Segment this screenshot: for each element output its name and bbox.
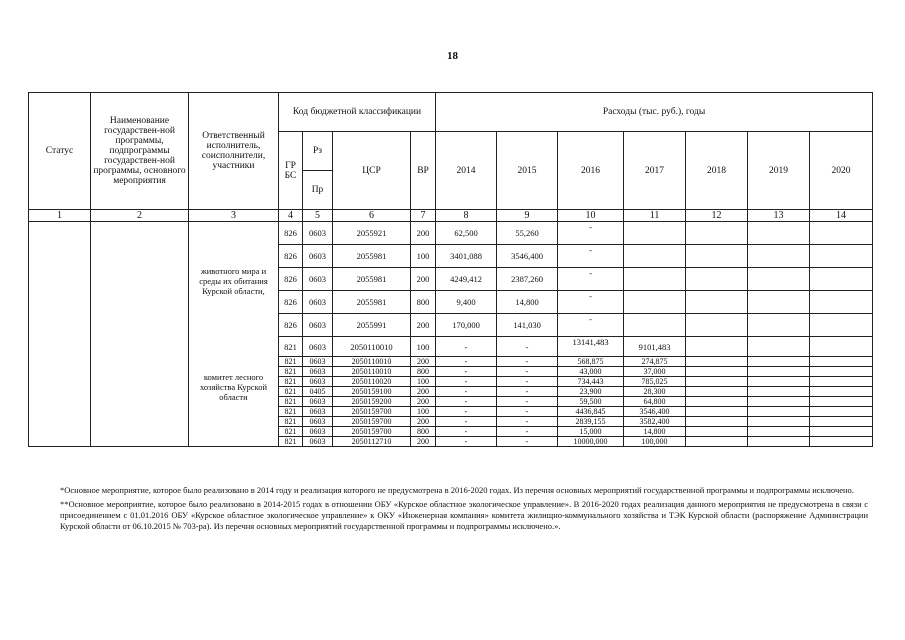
cell-vr: 200 (411, 437, 436, 447)
cell-2014: 170,000 (436, 314, 497, 337)
cell-vr: 200 (411, 417, 436, 427)
header-year-2019: 2019 (748, 132, 810, 210)
cell-rzpr: 0603 (303, 377, 333, 387)
table-row (29, 222, 873, 245)
program-name-cell (91, 222, 189, 447)
cell-2015: - (497, 407, 558, 417)
footnotes (60, 485, 868, 535)
header-budget-code: Код бюджетной классификации (279, 93, 436, 132)
cell-2016: 59,500 (558, 397, 624, 407)
cell-2018 (686, 417, 748, 427)
responsible-cell (189, 222, 279, 447)
header-year-2020: 2020 (810, 132, 873, 210)
cell-2016: - (558, 291, 624, 314)
header-year-2016: 2016 (558, 132, 624, 210)
cell-grbs: 826 (279, 268, 303, 291)
header-csr: ЦСР (333, 132, 411, 210)
cell-2020 (810, 222, 873, 245)
cell-2017: 14,800 (624, 427, 686, 437)
cell-2014: 4249,412 (436, 268, 497, 291)
cell-grbs: 821 (279, 357, 303, 367)
cell-vr: 200 (411, 222, 436, 245)
cell-grbs: 821 (279, 337, 303, 357)
header-status: Статус (29, 93, 91, 210)
column-number: 5 (303, 210, 333, 222)
cell-2016: - (558, 314, 624, 337)
cell-grbs: 821 (279, 437, 303, 447)
cell-2016: 13141,483 (558, 337, 624, 357)
cell-vr: 200 (411, 268, 436, 291)
column-number: 8 (436, 210, 497, 222)
column-number: 1 (29, 210, 91, 222)
cell-grbs: 821 (279, 427, 303, 437)
cell-2020 (810, 268, 873, 291)
column-number: 10 (558, 210, 624, 222)
cell-vr: 800 (411, 427, 436, 437)
cell-2017: 785,025 (624, 377, 686, 387)
column-number: 13 (748, 210, 810, 222)
cell-grbs: 826 (279, 222, 303, 245)
header-vr: ВР (411, 132, 436, 210)
cell-2016: 43,000 (558, 367, 624, 377)
cell-rzpr: 0603 (303, 357, 333, 367)
cell-2017 (624, 268, 686, 291)
cell-csr: 2050112710 (333, 437, 411, 447)
column-number: 9 (497, 210, 558, 222)
cell-rzpr: 0603 (303, 268, 333, 291)
cell-csr: 2050159200 (333, 397, 411, 407)
cell-2015: 55,260 (497, 222, 558, 245)
cell-2015: 141,030 (497, 314, 558, 337)
status-cell (29, 222, 91, 447)
column-number: 3 (189, 210, 279, 222)
cell-2015: 3546,400 (497, 245, 558, 268)
header-pr: Пр (303, 171, 333, 210)
cell-2019 (748, 222, 810, 245)
cell-2019 (748, 377, 810, 387)
cell-2019 (748, 245, 810, 268)
cell-rzpr: 0603 (303, 397, 333, 407)
cell-2015: - (497, 397, 558, 407)
cell-rzpr: 0603 (303, 337, 333, 357)
cell-2016: - (558, 222, 624, 245)
cell-rzpr: 0603 (303, 367, 333, 377)
cell-2019 (748, 357, 810, 367)
cell-2018 (686, 367, 748, 377)
cell-2014: - (436, 397, 497, 407)
cell-rzpr: 0603 (303, 245, 333, 268)
cell-grbs: 821 (279, 397, 303, 407)
cell-2016: 10000,000 (558, 437, 624, 447)
cell-csr: 2050159100 (333, 387, 411, 397)
cell-2016: 734,443 (558, 377, 624, 387)
cell-2019 (748, 367, 810, 377)
cell-csr: 2055981 (333, 291, 411, 314)
cell-2017 (624, 291, 686, 314)
column-number: 6 (333, 210, 411, 222)
column-number: 4 (279, 210, 303, 222)
footnote-2: **Основное мероприятие, которое было реализовано в 2014-2015 годах в отношении ОБУ «Курское областное экологическое управление». В 2016-2020 годах реализация данного мероприятия не предусмотрена в связи с присоединением с 01.01.2016 ОБУ «Курское областное экологическое управление» к ОКУ «Инженерная компания» комитета жилищно-коммунального хозяйства и ТЭК Курской области (распоряжение Администрации Курской области от 06.10.2015 № 703-ра). Из перечня основных мероприятий государственной программы и подпрограммы исключено.». (60, 499, 868, 531)
cell-2020 (810, 417, 873, 427)
cell-2018 (686, 268, 748, 291)
header-program-name: Наименование государствен-ной программы, подпрограммы государствен-ной программы, основного мероприятия (91, 93, 189, 210)
cell-csr: 2050110010 (333, 337, 411, 357)
cell-2014: - (436, 357, 497, 367)
cell-2014: - (436, 437, 497, 447)
cell-2020 (810, 245, 873, 268)
cell-2020 (810, 407, 873, 417)
cell-csr: 2050110010 (333, 367, 411, 377)
cell-2019 (748, 291, 810, 314)
cell-2015: - (497, 427, 558, 437)
cell-2014: - (436, 417, 497, 427)
cell-rzpr: 0603 (303, 291, 333, 314)
cell-grbs: 821 (279, 407, 303, 417)
cell-csr: 2050110020 (333, 377, 411, 387)
cell-2019 (748, 337, 810, 357)
cell-2018 (686, 337, 748, 357)
cell-2014: - (436, 387, 497, 397)
cell-2020 (810, 427, 873, 437)
cell-csr: 2050159700 (333, 417, 411, 427)
cell-rzpr: 0603 (303, 314, 333, 337)
cell-2018 (686, 245, 748, 268)
cell-2018 (686, 222, 748, 245)
cell-2020 (810, 367, 873, 377)
cell-vr: 100 (411, 245, 436, 268)
cell-csr: 2050159700 (333, 427, 411, 437)
header-rz: Рз (303, 132, 333, 171)
budget-table (28, 92, 873, 447)
cell-2014: - (436, 427, 497, 437)
cell-2020 (810, 437, 873, 447)
cell-2018 (686, 407, 748, 417)
cell-2019 (748, 268, 810, 291)
cell-2019 (748, 314, 810, 337)
footnote-1: *Основное мероприятие, которое было реализовано в 2014 году и реализация которого не предусмотрена в 2016-2020 годах. Из перечня основных мероприятий государственной программы и подпрограммы исключено. (60, 485, 854, 495)
cell-2016: 2839,155 (558, 417, 624, 427)
cell-2014: 3401,088 (436, 245, 497, 268)
header-responsible: Ответственный исполнитель, соисполнители, участники (189, 93, 279, 210)
cell-2020 (810, 377, 873, 387)
cell-2017 (624, 314, 686, 337)
cell-2018 (686, 314, 748, 337)
responsible-text-1: животного мира и среды их обитания Курской области, (199, 266, 268, 296)
cell-grbs: 821 (279, 417, 303, 427)
cell-rzpr: 0603 (303, 407, 333, 417)
header-year-2018: 2018 (686, 132, 748, 210)
cell-2018 (686, 357, 748, 367)
cell-rzpr: 0603 (303, 437, 333, 447)
cell-2015: - (497, 437, 558, 447)
cell-grbs: 821 (279, 377, 303, 387)
cell-2014: - (436, 337, 497, 357)
cell-2019 (748, 417, 810, 427)
cell-2020 (810, 387, 873, 397)
cell-rzpr: 0603 (303, 222, 333, 245)
cell-2016: - (558, 268, 624, 291)
cell-csr: 2055921 (333, 222, 411, 245)
cell-csr: 2055991 (333, 314, 411, 337)
cell-2018 (686, 437, 748, 447)
cell-2016: 568,875 (558, 357, 624, 367)
cell-csr: 2055981 (333, 245, 411, 268)
header-year-2015: 2015 (497, 132, 558, 210)
header-year-2017: 2017 (624, 132, 686, 210)
cell-2014: 62,500 (436, 222, 497, 245)
cell-2018 (686, 377, 748, 387)
cell-2020 (810, 291, 873, 314)
cell-2015: - (497, 387, 558, 397)
page-number: 18 (447, 50, 458, 62)
cell-2015: 14,800 (497, 291, 558, 314)
cell-2019 (748, 387, 810, 397)
cell-2019 (748, 427, 810, 437)
cell-2018 (686, 291, 748, 314)
cell-csr: 2050159700 (333, 407, 411, 417)
cell-2020 (810, 314, 873, 337)
cell-vr: 100 (411, 407, 436, 417)
cell-2018 (686, 427, 748, 437)
column-number: 11 (624, 210, 686, 222)
cell-2019 (748, 407, 810, 417)
cell-2020 (810, 357, 873, 367)
cell-rzpr: 0405 (303, 387, 333, 397)
cell-2015: - (497, 337, 558, 357)
cell-2016: - (558, 245, 624, 268)
cell-vr: 800 (411, 367, 436, 377)
cell-2016: 23,900 (558, 387, 624, 397)
cell-2015: - (497, 417, 558, 427)
column-number: 12 (686, 210, 748, 222)
column-number: 14 (810, 210, 873, 222)
cell-2015: 2387,260 (497, 268, 558, 291)
column-numbers-row (29, 210, 873, 222)
cell-vr: 200 (411, 397, 436, 407)
cell-vr: 800 (411, 291, 436, 314)
cell-vr: 100 (411, 337, 436, 357)
cell-2017: 3582,400 (624, 417, 686, 427)
cell-vr: 200 (411, 357, 436, 367)
cell-2014: - (436, 377, 497, 387)
cell-2015: - (497, 357, 558, 367)
cell-2019 (748, 437, 810, 447)
cell-grbs: 826 (279, 245, 303, 268)
column-number: 2 (91, 210, 189, 222)
cell-2014: - (436, 407, 497, 417)
cell-grbs: 826 (279, 314, 303, 337)
cell-rzpr: 0603 (303, 417, 333, 427)
cell-2016: 15,000 (558, 427, 624, 437)
cell-2020 (810, 337, 873, 357)
header-grbs: ГР БС (279, 132, 303, 210)
cell-2017: 274,875 (624, 357, 686, 367)
cell-2017 (624, 245, 686, 268)
cell-2017: 64,800 (624, 397, 686, 407)
cell-2017: 37,000 (624, 367, 686, 377)
cell-2017: 28,300 (624, 387, 686, 397)
cell-csr: 2055981 (333, 268, 411, 291)
cell-vr: 100 (411, 377, 436, 387)
cell-2015: - (497, 377, 558, 387)
header-expenses: Расходы (тыс. руб.), годы (436, 93, 873, 132)
cell-vr: 200 (411, 314, 436, 337)
cell-2020 (810, 397, 873, 407)
cell-rzpr: 0603 (303, 427, 333, 437)
cell-2017: 100,000 (624, 437, 686, 447)
cell-grbs: 821 (279, 387, 303, 397)
cell-2016: 4436,845 (558, 407, 624, 417)
cell-2019 (748, 397, 810, 407)
cell-2015: - (497, 367, 558, 377)
cell-csr: 2050110010 (333, 357, 411, 367)
cell-2014: 9,400 (436, 291, 497, 314)
cell-grbs: 826 (279, 291, 303, 314)
cell-grbs: 821 (279, 367, 303, 377)
cell-2017 (624, 222, 686, 245)
responsible-text-2: комитет лесного хозяйства Курской области (199, 372, 268, 402)
column-number: 7 (411, 210, 436, 222)
header-year-2014: 2014 (436, 132, 497, 210)
cell-2018 (686, 397, 748, 407)
cell-2018 (686, 387, 748, 397)
cell-2017: 9101,483 (624, 337, 686, 357)
cell-vr: 200 (411, 387, 436, 397)
cell-2017: 3546,400 (624, 407, 686, 417)
cell-2014: - (436, 367, 497, 377)
